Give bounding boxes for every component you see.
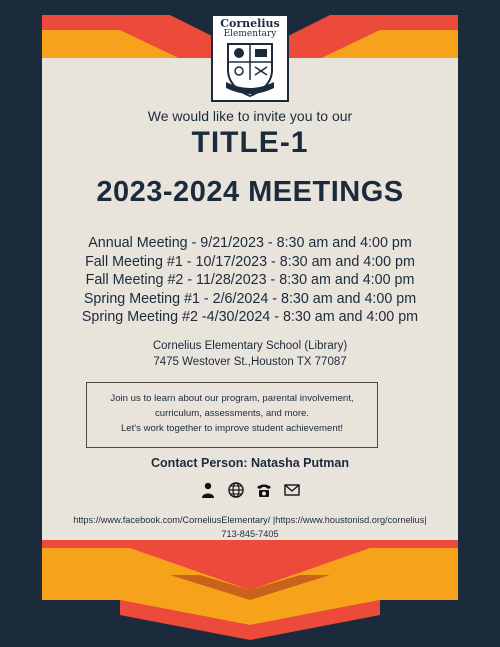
phone-icon <box>255 481 273 499</box>
contact-icons <box>199 481 301 499</box>
info-box <box>86 382 378 448</box>
crest-icon <box>222 40 278 98</box>
logo-school-name: Cornelius <box>220 17 280 30</box>
title-line-2: 2023-2024 MEETINGS <box>96 176 404 208</box>
footer-links <box>0 513 500 541</box>
footer-urls[interactable]: https://www.facebook.com/CorneliusElementary/ |https://www.houstonisd.org/cornelius| <box>73 515 427 525</box>
globe-icon <box>227 481 245 499</box>
info-line-1: Join us to learn about our program, parental involvement, <box>110 393 354 404</box>
meeting-item: Spring Meeting #1 - 2/6/2024 - 8:30 am and 4:00 pm <box>83 290 417 307</box>
logo-school-sub: Elementary <box>223 29 277 39</box>
envelope-icon <box>283 481 301 499</box>
contact-person: Contact Person: Natasha Putman <box>151 456 349 470</box>
location-line-2: 7475 Westover St.,Houston TX 77087 <box>153 356 347 368</box>
meeting-item: Spring Meeting #2 -4/30/2024 - 8:30 am and 4:00 pm <box>81 309 419 325</box>
person-icon <box>199 481 217 499</box>
meeting-item: Annual Meeting - 9/21/2023 - 8:30 am and 4:00 pm <box>88 235 412 251</box>
meeting-item: Fall Meeting #2 - 11/28/2023 - 8:30 am and 4:00 pm <box>85 272 415 288</box>
location-line-1: Cornelius Elementary School (Library) <box>152 340 348 352</box>
location <box>0 338 500 370</box>
info-line-3: Let's work together to improve student achievement! <box>120 423 344 434</box>
info-line-2: curriculum, assessments, and more. <box>154 408 310 419</box>
footer-phone: 713-845-7405 <box>221 529 279 539</box>
title-line-1: TITLE-1 <box>191 126 309 159</box>
school-logo <box>211 14 289 102</box>
meetings-list <box>0 234 500 327</box>
meeting-item: Fall Meeting #1 - 10/17/2023 - 8:30 am and 4:00 pm <box>85 253 415 270</box>
invite-line: We would like to invite you to our <box>147 108 353 124</box>
